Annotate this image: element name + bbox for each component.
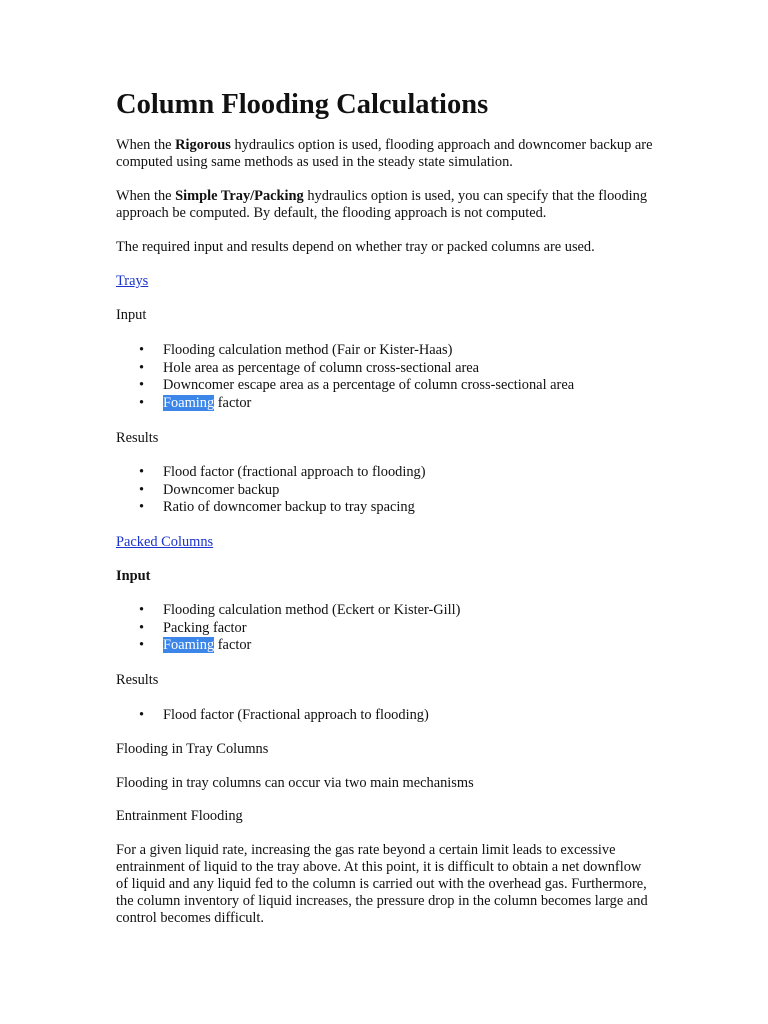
list-item: • Downcomer escape area as a percentage of column cross-sectional area bbox=[116, 377, 574, 395]
packed-columns-link[interactable]: Packed Columns bbox=[116, 534, 214, 550]
list-item: • Flooding calculation method (Fair or Kister-Haas) bbox=[116, 342, 574, 360]
entrainment-paragraph: For a given liquid rate, increasing the gas rate beyond a certain limit leads to excessive entrainment of liquid to the tray above. At this point, it is difficult to obtain a net downflow of liquid and any liquid fed to the column is carried out with the overhead gas. Furthermore, the column inventory of liquid increases, the pressure drop in the column becomes large and control becomes difficult. bbox=[116, 842, 648, 926]
foaming-rest: factor bbox=[214, 637, 252, 654]
entrainment-heading: Entrainment Flooding bbox=[116, 808, 243, 824]
simple-term: Simple Tray/Packing bbox=[175, 188, 304, 204]
trays-input-label: Input bbox=[116, 307, 147, 323]
trays-input-list bbox=[116, 342, 574, 413]
list-item bbox=[116, 637, 460, 655]
rigorous-pre: When the bbox=[116, 137, 176, 153]
list-item bbox=[116, 395, 574, 413]
packed-results-label: Results bbox=[116, 672, 159, 688]
packed-link-line bbox=[116, 534, 656, 551]
foaming-rest: factor bbox=[214, 395, 252, 412]
simple-post: hydraulics option is used, you can specify that the flooding approach be computed. By default, the flooding approach is not computed. bbox=[116, 188, 648, 221]
flooding-heading: Flooding in Tray Columns bbox=[116, 741, 269, 757]
trays-link-line bbox=[116, 273, 656, 290]
list-item: • Downcomer backup bbox=[116, 482, 426, 500]
rigorous-term: Rigorous bbox=[175, 137, 231, 153]
trays-results-list bbox=[116, 464, 426, 517]
trays-results-label: Results bbox=[116, 430, 159, 446]
packed-input-label bbox=[116, 568, 656, 585]
list-item: • Flood factor (Fractional approach to flooding) bbox=[116, 707, 429, 725]
simple-pre: When the bbox=[116, 188, 176, 204]
packed-input-label-text: Input bbox=[116, 568, 151, 584]
page-title: Column Flooding Calculations bbox=[116, 89, 489, 120]
required-input-paragraph: The required input and results depend on whether tray or packed columns are used. bbox=[116, 239, 595, 255]
rigorous-paragraph bbox=[116, 137, 656, 171]
foaming-highlight[interactable]: Foaming bbox=[163, 395, 215, 412]
rigorous-post: hydraulics option is used, flooding approach and downcomer backup are computed using same methods as used in the steady state simulation. bbox=[116, 137, 653, 170]
list-item: • Flooding calculation method (Eckert or Kister-Gill) bbox=[116, 602, 460, 620]
packed-input-list bbox=[116, 602, 460, 655]
list-item: • Packing factor bbox=[116, 620, 460, 638]
foaming-highlight[interactable]: Foaming bbox=[163, 637, 215, 654]
trays-link[interactable]: Trays bbox=[116, 273, 149, 289]
list-item: • Flood factor (fractional approach to flooding) bbox=[116, 464, 426, 482]
simple-tray-paragraph bbox=[116, 188, 656, 222]
list-item: • Ratio of downcomer backup to tray spacing bbox=[116, 499, 426, 517]
list-item: • Hole area as percentage of column cross-sectional area bbox=[116, 360, 574, 378]
packed-results-list bbox=[116, 707, 429, 725]
flooding-intro: Flooding in tray columns can occur via two main mechanisms bbox=[116, 775, 474, 791]
